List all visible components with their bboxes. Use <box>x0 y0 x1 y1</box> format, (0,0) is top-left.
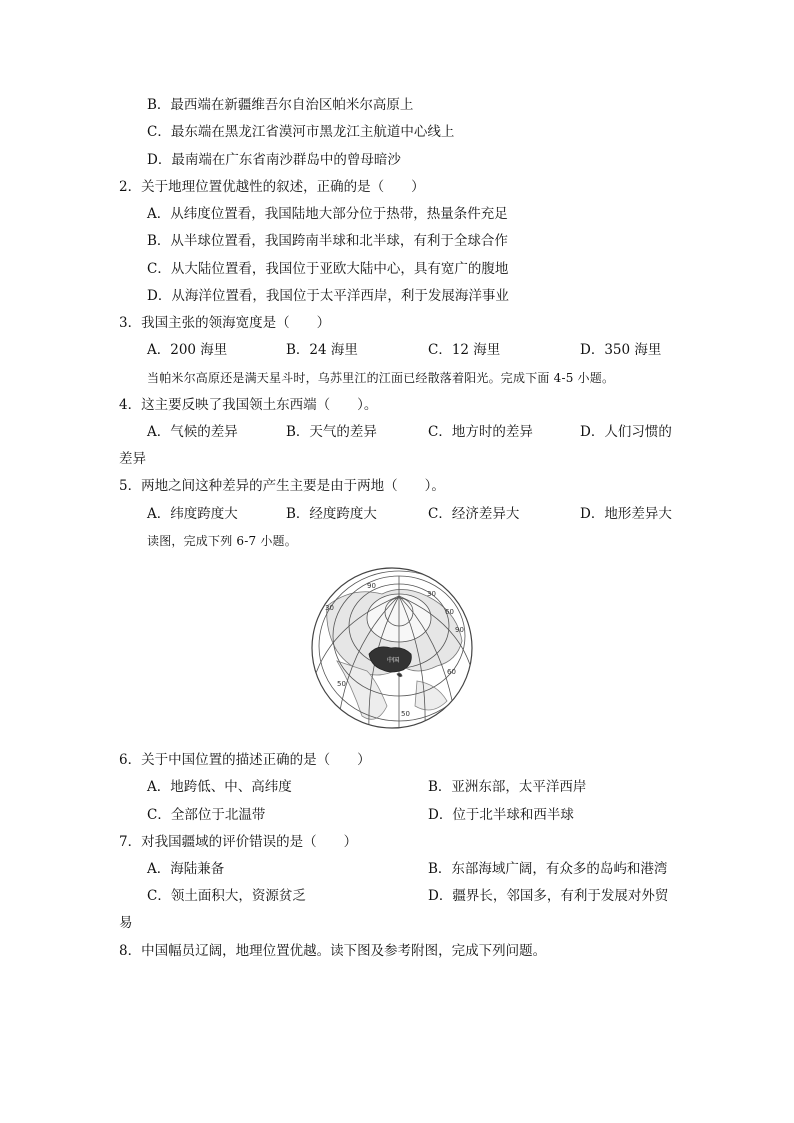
q6-stem: 6．关于中国位置的描述正确的是（ ） <box>119 752 371 768</box>
q1-option-d: D．最南端在广东省南沙群岛中的曾母暗沙 <box>147 152 401 168</box>
map-degree-label: 60 <box>447 668 456 676</box>
q2-stem: 2．关于地理位置优越性的叙述，正确的是（ ） <box>119 179 425 195</box>
globe-map-figure <box>307 566 477 730</box>
q8-stem: 8．中国幅员辽阔，地理位置优越。读下图及参考附图，完成下列问题。 <box>119 943 547 959</box>
q4-option-d: D．人们习惯的 <box>580 424 672 440</box>
q1-option-b: B．最西端在新疆维吾尔自治区帕米尔高原上 <box>147 97 414 113</box>
q3-option-a: A．200 海里 <box>147 342 228 358</box>
q2-option-c: C．从大陆位置看，我国位于亚欧大陆中心，具有宽广的腹地 <box>147 261 509 277</box>
q7-stem: 7．对我国疆域的评价错误的是（ ） <box>119 834 358 850</box>
map-degree-label: 30 <box>325 604 334 612</box>
q3-option-b: B．24 海里 <box>286 342 358 358</box>
q4-option-b: B．天气的差异 <box>286 424 377 440</box>
q5-option-d: D．地形差异大 <box>580 506 672 522</box>
q4-stem: 4．这主要反映了我国领土东西端（ ）。 <box>119 397 378 413</box>
q2-option-a: A．从纬度位置看，我国陆地大部分位于热带，热量条件充足 <box>147 206 508 222</box>
q7-option-a: A．海陆兼备 <box>147 861 225 877</box>
map-degree-label: 60 <box>445 608 454 616</box>
map-degree-label: 30 <box>427 590 436 598</box>
map-degree-label: 50 <box>401 710 410 718</box>
q6-option-d: D．位于北半球和西半球 <box>428 807 574 823</box>
map-degree-label: 90 <box>367 582 376 590</box>
q6-option-a: A．地跨低、中、高纬度 <box>147 779 292 795</box>
q2-option-d: D．从海洋位置看，我国位于太平洋西岸，利于发展海洋事业 <box>147 288 509 304</box>
q2-option-b: B．从半球位置看，我国跨南半球和北半球，有利于全球合作 <box>147 233 508 249</box>
q4-option-d-wrap: 差异 <box>119 451 146 467</box>
q5-option-a: A．纬度跨度大 <box>147 506 238 522</box>
q5-stem: 5．两地之间这种差异的产生主要是由于两地（ ）。 <box>119 478 445 494</box>
q7-option-c: C．领土面积大，资源贫乏 <box>147 888 306 904</box>
q6-option-c: C．全部位于北温带 <box>147 807 266 823</box>
q3-option-d: D．350 海里 <box>580 342 662 358</box>
q3-option-c: C．12 海里 <box>428 342 501 358</box>
instruction-4-5: 当帕米尔高原还是满天星斗时，乌苏里江的江面已经散落着阳光。完成下面 4-5 小题。 <box>147 371 615 385</box>
q7-option-d-wrap: 易 <box>119 915 133 931</box>
q6-option-b: B．亚洲东部，太平洋西岸 <box>428 779 587 795</box>
map-degree-label: 50 <box>337 680 346 688</box>
instruction-6-7: 读图，完成下列 6-7 小题。 <box>147 534 297 548</box>
q5-option-b: B．经度跨度大 <box>286 506 377 522</box>
q4-option-a: A．气候的差异 <box>147 424 238 440</box>
q7-option-b: B．东部海域广阔，有众多的岛屿和港湾 <box>428 861 668 877</box>
map-label-china: 中国 <box>387 657 400 664</box>
q4-option-c: C．地方时的差异 <box>428 424 533 440</box>
q5-option-c: C．经济差异大 <box>428 506 520 522</box>
map-degree-label: 90 <box>455 626 464 634</box>
q1-option-c: C．最东端在黑龙江省漠河市黑龙江主航道中心线上 <box>147 124 455 140</box>
q7-option-d: D．疆界长，邻国多，有利于发展对外贸 <box>428 888 669 904</box>
q3-stem: 3．我国主张的领海宽度是（ ） <box>119 315 331 331</box>
